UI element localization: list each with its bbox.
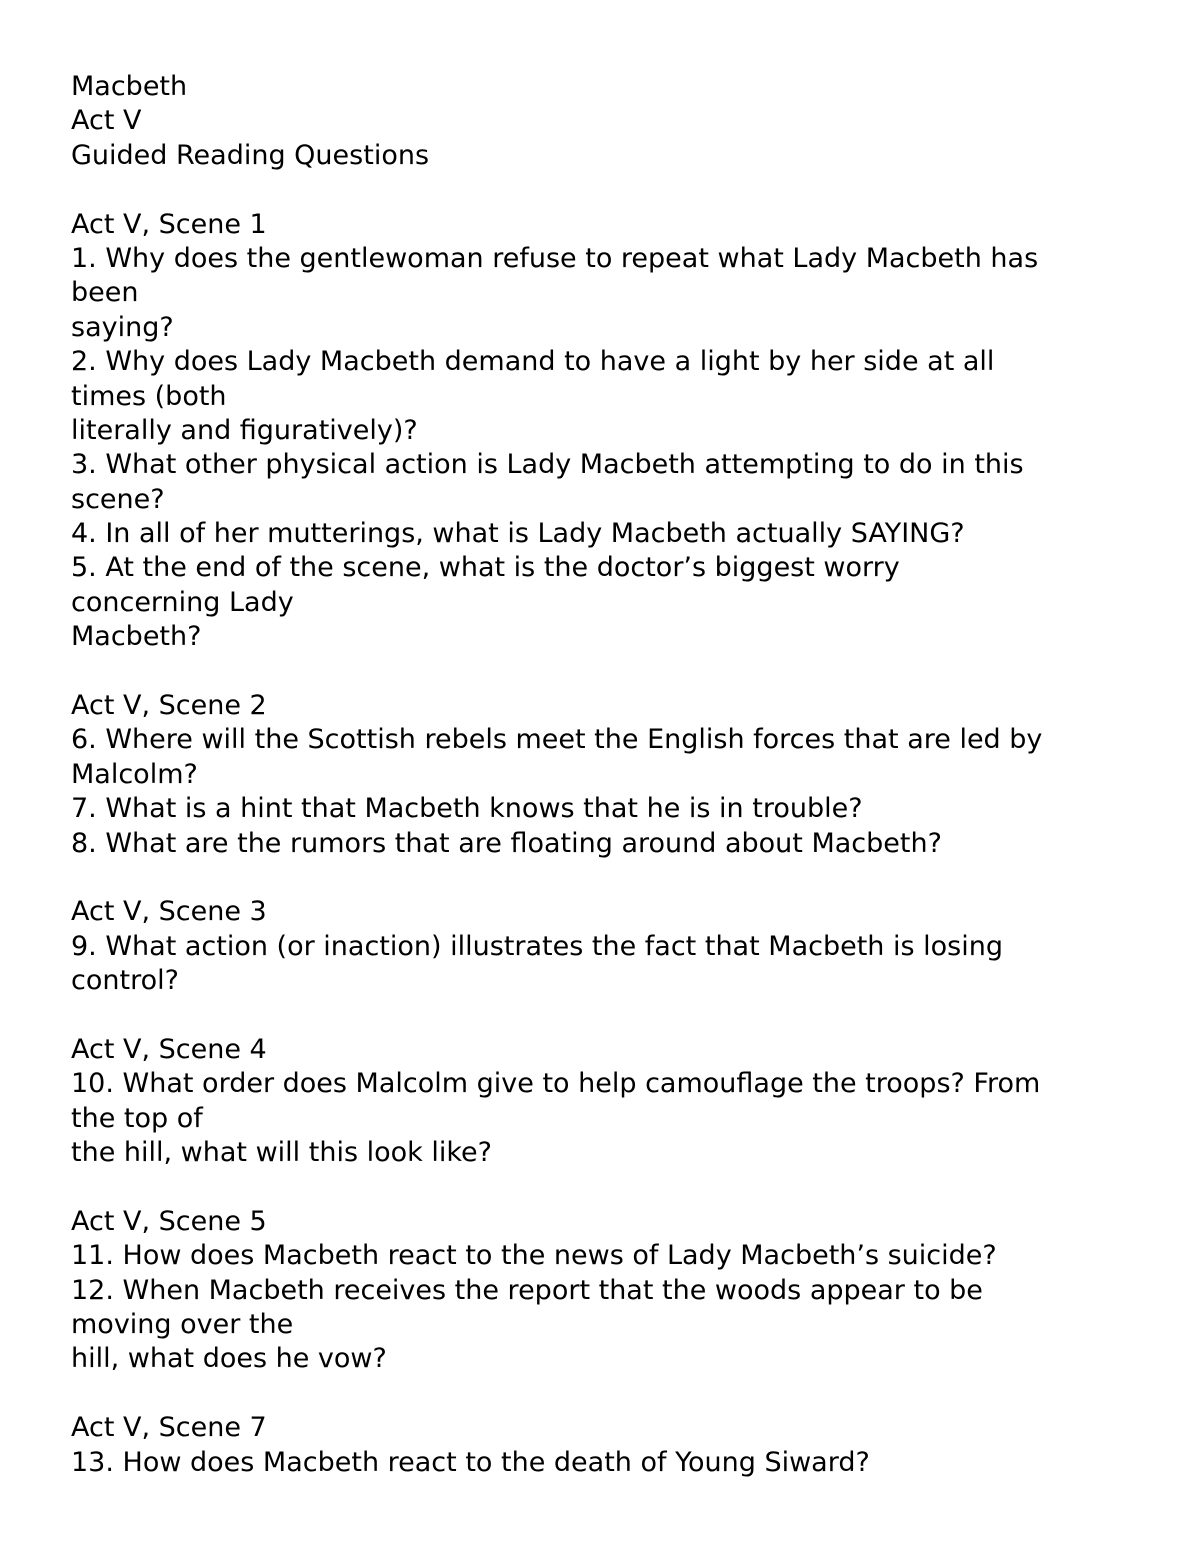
question-line: 7. What is a hint that Macbeth knows that he is in trouble?: [71, 793, 863, 825]
spacer: [71, 999, 1181, 1033]
document-act: Act V: [71, 105, 142, 137]
question-line: Macbeth?: [71, 621, 202, 653]
question-line: control?: [71, 965, 179, 997]
section-scene-4: [71, 1033, 1181, 1171]
section-heading: Act V, Scene 7: [71, 1412, 267, 1444]
document-header: [71, 70, 1181, 173]
spacer: [71, 1171, 1181, 1205]
section-scene-3: [71, 895, 1181, 998]
document-page: [71, 70, 1181, 1480]
spacer: [71, 655, 1181, 689]
question-line: Malcolm?: [71, 758, 198, 790]
section-scene-1: [71, 208, 1181, 655]
question-line: 12. When Macbeth receives the report that the woods appear to be: [71, 1274, 983, 1306]
question-line: 11. How does Macbeth react to the news of Lady Macbeth’s suicide?: [71, 1240, 997, 1272]
question-line: moving over the: [71, 1309, 294, 1341]
question-line: saying?: [71, 311, 174, 343]
question-line: literally and figuratively)?: [71, 414, 418, 446]
question-line: 9. What action (or inaction) illustrates the fact that Macbeth is losing: [71, 930, 1003, 962]
question-line: 1. Why does the gentlewoman refuse to repeat what Lady Macbeth has: [71, 242, 1039, 274]
section-heading: Act V, Scene 3: [71, 896, 267, 928]
question-line: times (both: [71, 380, 227, 412]
section-heading: Act V, Scene 5: [71, 1205, 267, 1237]
question-line: scene?: [71, 483, 165, 515]
question-line: concerning Lady: [71, 586, 294, 618]
question-line: 2. Why does Lady Macbeth demand to have a light by her side at all: [71, 346, 995, 378]
question-line: 8. What are the rumors that are floating around about Macbeth?: [71, 827, 942, 859]
question-line: 3. What other physical action is Lady Macbeth attempting to do in this: [71, 449, 1024, 481]
document-subtitle: Guided Reading Questions: [71, 139, 430, 171]
spacer: [71, 861, 1181, 895]
question-line: 13. How does Macbeth react to the death of Young Siward?: [71, 1446, 870, 1478]
section-scene-2: [71, 689, 1181, 861]
question-line: 10. What order does Malcolm give to help camouflage the troops? From: [71, 1068, 1041, 1100]
section-scene-5: [71, 1205, 1181, 1377]
question-line: 5. At the end of the scene, what is the doctor’s biggest worry: [71, 552, 900, 584]
question-line: been: [71, 277, 139, 309]
question-line: 4. In all of her mutterings, what is Lady Macbeth actually SAYING?: [71, 518, 965, 550]
question-line: the top of: [71, 1102, 203, 1134]
section-heading: Act V, Scene 1: [71, 208, 267, 240]
section-scene-7: [71, 1411, 1181, 1480]
question-line: 6. Where will the Scottish rebels meet the English forces that are led by: [71, 724, 1043, 756]
spacer: [71, 1377, 1181, 1411]
spacer: [71, 173, 1181, 207]
question-line: hill, what does he vow?: [71, 1343, 387, 1375]
document-title: Macbeth: [71, 71, 188, 102]
section-heading: Act V, Scene 4: [71, 1033, 267, 1065]
question-line: the hill, what will this look like?: [71, 1137, 492, 1169]
section-heading: Act V, Scene 2: [71, 690, 267, 722]
